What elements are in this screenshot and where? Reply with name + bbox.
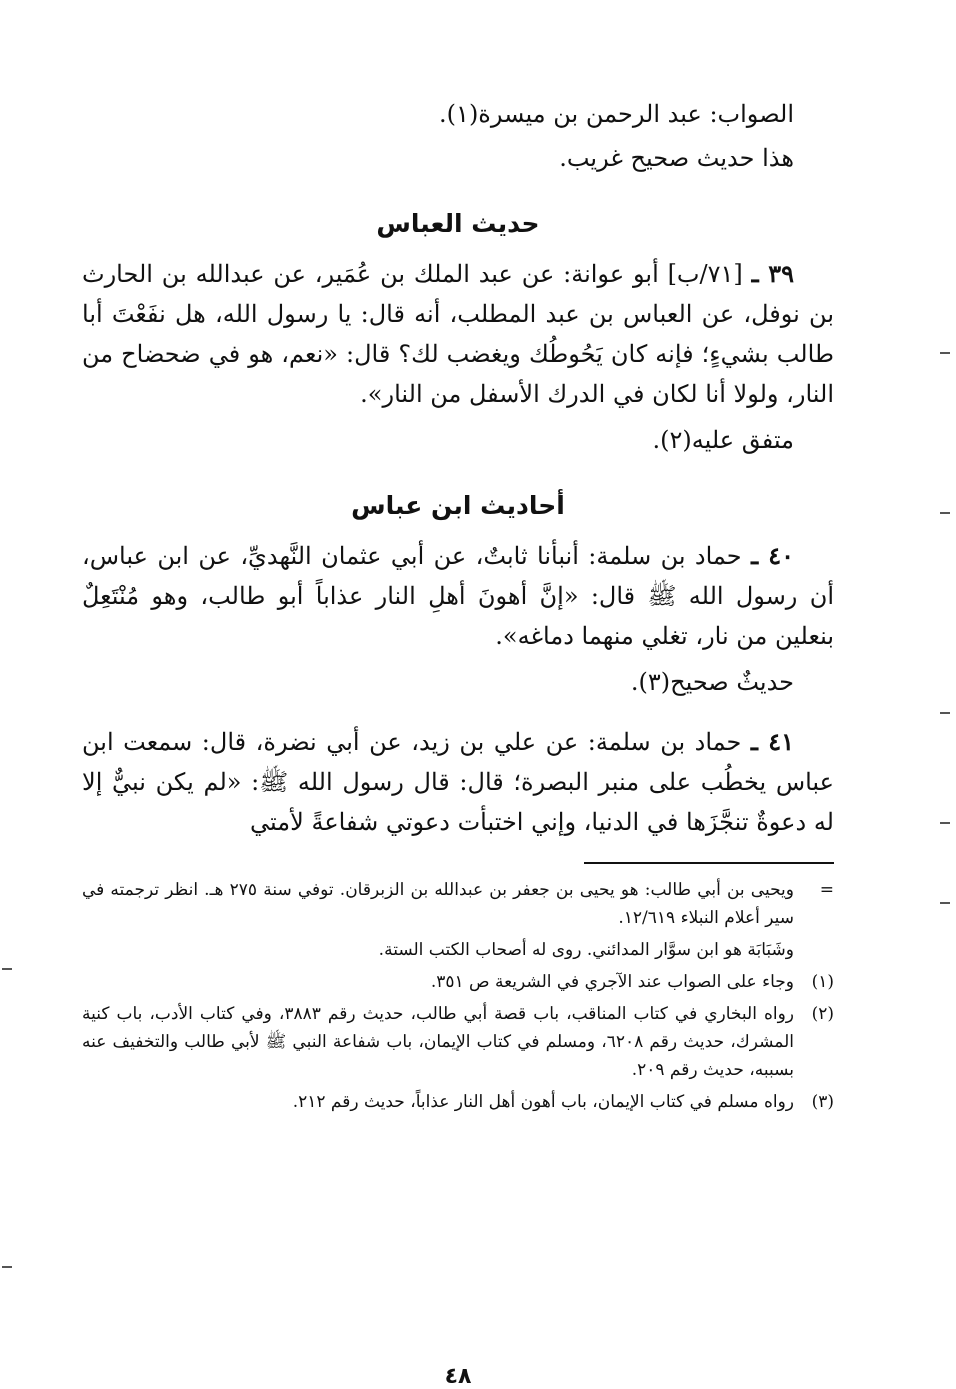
footnote-3 (82, 1088, 834, 1116)
hadith-text: [٧١/ب] أبو عوانة: عن عبد الملك بن عُمَير، عن عبدالله بن الحارث بن نوفل، عن العباس بن عبد المطلب، أنه قال: يا رسول الله، هل نفَعْتَ أبا طالب بشيءٍ؛ فإنه كان يَحُوطُك ويغضب لك؟ قال: «نعم، هو في ضحضاح من النار، ولولا أنا لكان في الدرك الأسفل من النار». (82, 260, 834, 408)
hadith-text: حماد بن سلمة: أنبأنا ثابتٌ، عن أبي عثمان النَّهديِّ، عن ابن عباس، أن رسول الله ﷺ قال: «إنَّ أهونَ أهلِ النار عذاباً أبو طالب، وهو مُنْتَعِلٌ بنعلين من نار، تغلي منهما دماغه». (82, 542, 834, 650)
footnote-1 (82, 968, 834, 996)
scan-edge-mark (940, 822, 950, 824)
scan-edge-mark (940, 352, 950, 354)
footnote-divider (584, 862, 834, 864)
footnote-text: وجاء على الصواب عند الآجري في الشريعة ص ٣٥١. (430, 972, 794, 992)
hadith-41 (82, 722, 834, 842)
grading-line: هذا حديث صحيح غريب. (559, 144, 794, 172)
correction-line: الصواب: عبد الرحمن بن ميسرة(١). (439, 100, 794, 128)
section-heading-ibn-abbas: أحاديث ابن عباس (351, 491, 565, 520)
hadith-40-grade: حديثٌ صحيح(٣). (630, 668, 794, 696)
scan-edge-mark (940, 712, 950, 714)
scan-edge-mark (940, 512, 950, 514)
hadith-number: ٤١ ـ (750, 727, 794, 756)
hadith-number: ٣٩ ـ (751, 259, 794, 288)
scan-edge-mark (940, 902, 950, 904)
page-number: ٤٨ (444, 1364, 472, 1389)
hadith-39-grade: متفق عليه(٢). (652, 426, 794, 454)
hadith-text: حماد بن سلمة: عن علي بن زيد، عن أبي نضرة، قال: سمعت ابن عباس يخطُب على منبر البصرة؛ قال: قال رسول الله ﷺ: «لم يكن نبيٌّ إلا له دعوةٌ تنجَّزَها في الدنيا، وإني اختبأت دعوتي شفاعةً لأمتي (82, 728, 834, 836)
scan-edge-mark (2, 968, 12, 970)
footnote-mark: (٣) (811, 1092, 834, 1112)
footnote-shababa: وشَبَابَة هو ابن سوَّار المدائني. روى له أصحاب الكتب الستة. (378, 940, 794, 960)
footnote-2 (82, 1000, 834, 1084)
footnote-mark: (١) (811, 972, 834, 992)
footnote-mark: (٢) (811, 1004, 834, 1024)
footnote-text: رواه مسلم في كتاب الإيمان، باب أهون أهل النار عذاباً، حديث رقم ٢١٢. (292, 1092, 794, 1112)
footnote-text: رواه البخاري في كتاب المناقب، باب قصة أبي طالب، حديث رقم ٣٨٨٣، وفي كتاب الأدب، باب كنية المشرك، حديث رقم ٦٢٠٨، ومسلم في كتاب الإيمان، باب شفاعة النبي ﷺ لأبي طالب والتخفيف عنه بسببه، حديث رقم ٢٠٩. (82, 1004, 794, 1080)
footnote-continued (82, 876, 834, 932)
hadith-39 (82, 254, 834, 414)
footnote-mark: = (819, 880, 834, 900)
book-page (82, 92, 834, 1389)
hadith-number: ٤٠ ـ (751, 541, 794, 570)
footnote-text: ويحيى بن أبي طالب: هو يحيى بن جعفر بن عبدالله بن الزبرقان. توفي سنة ٢٧٥ هـ. انظر ترجمته في سير أعلام النبلاء ١٢/٦١٩. (82, 880, 794, 928)
hadith-40 (82, 536, 834, 656)
scan-edge-mark (2, 1266, 12, 1268)
section-heading-abbas: حديث العباس (376, 209, 540, 238)
